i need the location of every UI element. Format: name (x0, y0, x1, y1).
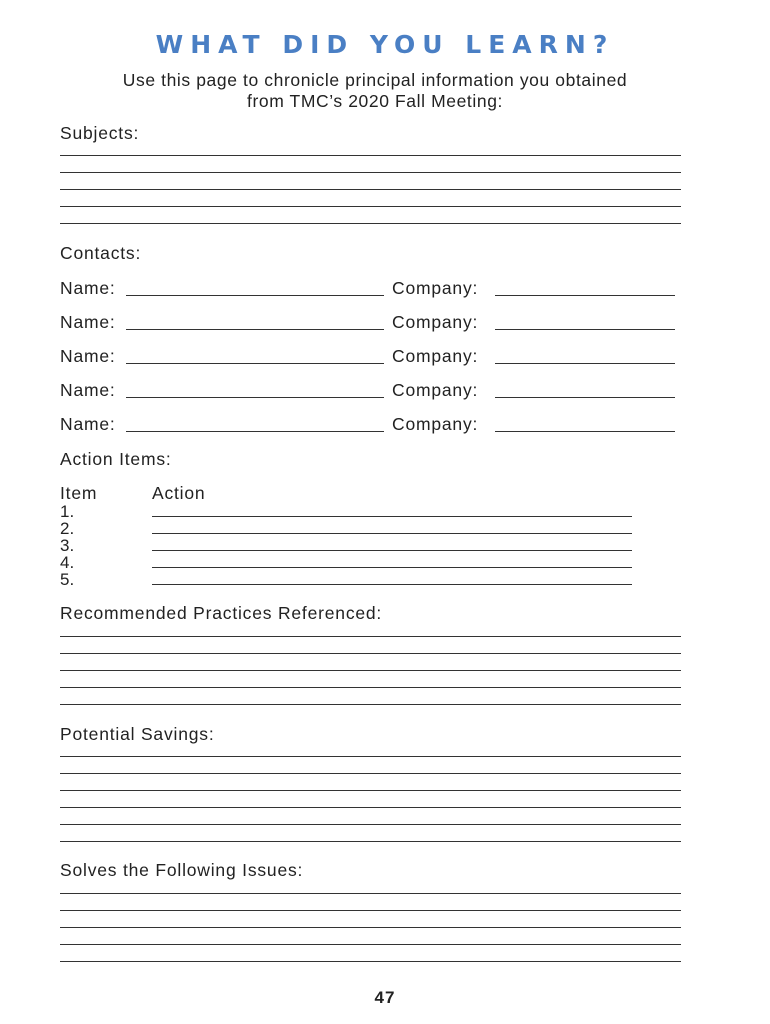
intro-line-1: Use this page to chronicle principal information you obtained (122, 70, 628, 90)
name-label: Name: (60, 312, 116, 332)
name-field[interactable] (126, 363, 384, 364)
item-number-2: 2. (60, 519, 75, 538)
name-field[interactable] (126, 397, 384, 398)
intro-line-2: from TMC’s 2020 Fall Meeting: (246, 91, 503, 111)
action-line-4[interactable] (152, 567, 632, 568)
intro-text (60, 70, 690, 112)
company-field[interactable] (495, 329, 675, 330)
savings-line-1[interactable] (60, 756, 681, 757)
item-number-4: 4. (60, 553, 75, 572)
company-field[interactable] (495, 363, 675, 364)
savings-line-6[interactable] (60, 841, 681, 842)
name-label: Name: (60, 414, 116, 434)
contact-row-1 (60, 277, 700, 299)
item-column-header: Item (60, 483, 98, 503)
issues-line-3[interactable] (60, 927, 681, 928)
subjects-label: Subjects: (60, 123, 140, 143)
company-field[interactable] (495, 431, 675, 432)
company-label: Company: (392, 380, 479, 400)
subjects-line-4[interactable] (60, 206, 681, 207)
subjects-line-3[interactable] (60, 189, 681, 190)
action-line-1[interactable] (152, 516, 632, 517)
name-field[interactable] (126, 295, 384, 296)
name-field[interactable] (126, 329, 384, 330)
contact-row-2 (60, 311, 700, 333)
subjects-line-2[interactable] (60, 172, 681, 173)
subjects-line-1[interactable] (60, 155, 681, 156)
action-line-5[interactable] (152, 584, 632, 585)
issues-label: Solves the Following Issues: (60, 860, 304, 880)
action-items-label: Action Items: (60, 449, 172, 469)
item-number-5: 5. (60, 570, 75, 589)
company-label: Company: (392, 346, 479, 366)
name-label: Name: (60, 380, 116, 400)
issues-line-2[interactable] (60, 910, 681, 911)
contact-row-5 (60, 413, 700, 435)
savings-line-4[interactable] (60, 807, 681, 808)
page-title: WHAT DID YOU LEARN? (155, 30, 615, 59)
recommended-line-4[interactable] (60, 687, 681, 688)
company-label: Company: (392, 278, 479, 298)
company-label: Company: (392, 414, 479, 434)
recommended-line-1[interactable] (60, 636, 681, 637)
savings-line-5[interactable] (60, 824, 681, 825)
contact-row-4 (60, 379, 700, 401)
action-line-2[interactable] (152, 533, 632, 534)
recommended-line-2[interactable] (60, 653, 681, 654)
issues-line-1[interactable] (60, 893, 681, 894)
issues-line-5[interactable] (60, 961, 681, 962)
company-field[interactable] (495, 295, 675, 296)
item-number-1: 1. (60, 502, 75, 521)
recommended-line-3[interactable] (60, 670, 681, 671)
name-label: Name: (60, 346, 116, 366)
name-label: Name: (60, 278, 116, 298)
company-label: Company: (392, 312, 479, 332)
potential-savings-label: Potential Savings: (60, 724, 215, 744)
page-number: 47 (374, 988, 396, 1007)
action-line-3[interactable] (152, 550, 632, 551)
savings-line-3[interactable] (60, 790, 681, 791)
item-number-3: 3. (60, 536, 75, 555)
contacts-label: Contacts: (60, 243, 142, 263)
company-field[interactable] (495, 397, 675, 398)
contact-row-3 (60, 345, 700, 367)
recommended-practices-label: Recommended Practices Referenced: (60, 603, 383, 623)
savings-line-2[interactable] (60, 773, 681, 774)
name-field[interactable] (126, 431, 384, 432)
recommended-line-5[interactable] (60, 704, 681, 705)
action-column-header: Action (152, 483, 206, 503)
issues-line-4[interactable] (60, 944, 681, 945)
subjects-line-5[interactable] (60, 223, 681, 224)
